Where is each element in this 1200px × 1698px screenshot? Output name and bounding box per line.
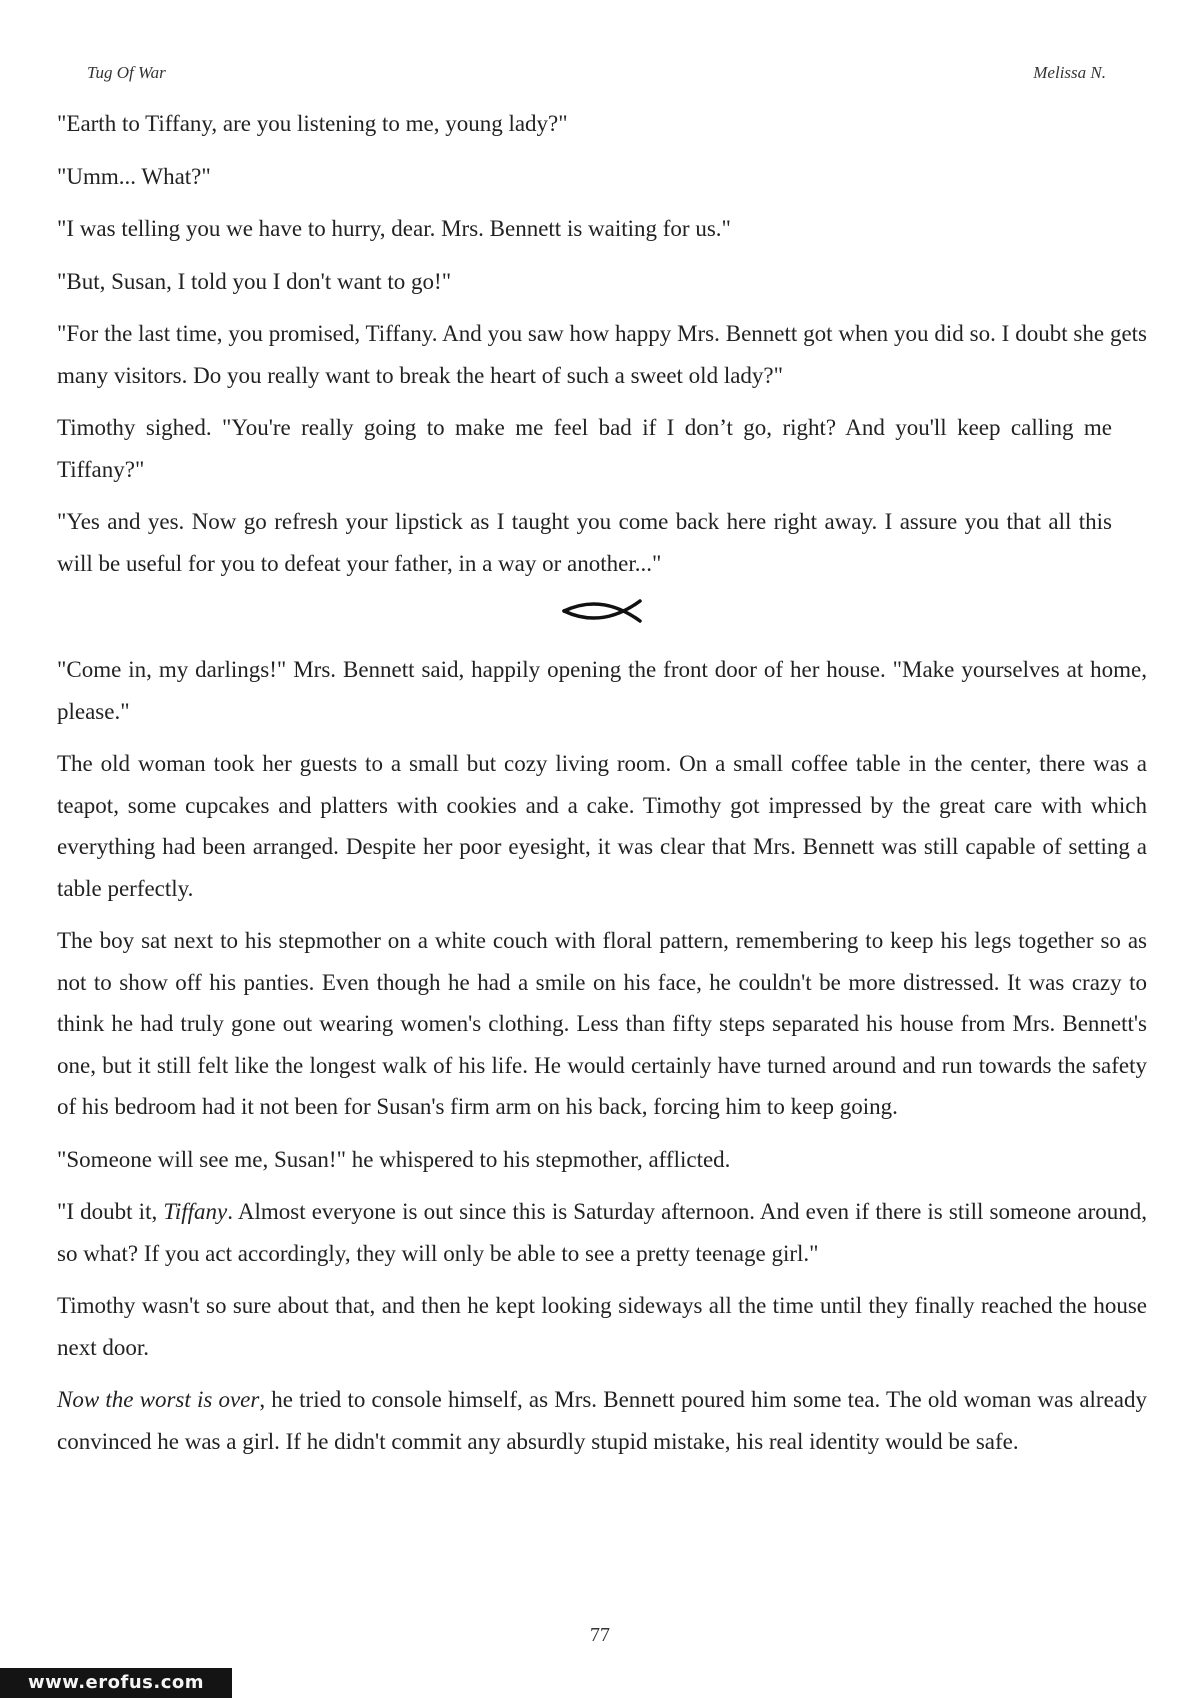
paragraph — [57, 1379, 1147, 1462]
paragraph: "Umm... What?" — [57, 163, 211, 189]
header-book-title: Tug Of War — [87, 63, 166, 82]
paragraph: "I was telling you we have to hurry, dear. Mrs. Bennett is waiting for us." — [57, 216, 731, 241]
text-run: "I doubt it, — [57, 1199, 164, 1224]
italic-text: Tiffany — [163, 1199, 228, 1224]
text-run: , he tried to console himself, as Mrs. Bennett poured him some tea. The old woman was already convinced he was a girl. If he didn't commit any absurdly stupid mistake, his real identity would be safe. — [57, 1387, 1148, 1454]
body-text — [57, 103, 1147, 1473]
paragraph: Timothy wasn't so sure about that, and then he kept looking sideways all the time until they finally reached the house next door. — [57, 1293, 1147, 1360]
paragraph: The boy sat next to his stepmother on a white couch with floral pattern, remembering to keep his legs together so as not to show off his panties. Even though he had a smile on his face, he couldn't be more distressed. It was crazy to think he had truly gone out wearing women's clothing. Less than fifty steps separated his house from Mrs. Bennett's one, but it still felt like the longest walk of his life. He would certainly have turned around and run towards the safety of his bedroom had it not been for Susan's firm arm on his back, forcing him to keep going. — [57, 928, 1147, 1119]
paragraph: "But, Susan, I told you I don't want to go!" — [57, 268, 452, 294]
paragraph: The old woman took her guests to a small but cozy living room. On a small coffee table in the center, there was a teapot, some cupcakes and platters with cookies and a cake. Timothy got impressed by the great care with which everything had been arranged. Despite her poor eyesight, it was clear that Mrs. Bennett was still capable of setting a table perfectly. — [57, 751, 1147, 901]
paragraph: "Earth to Tiffany, are you listening to me, young lady?" — [57, 111, 568, 136]
header-author: Melissa N. — [1033, 63, 1106, 82]
watermark: www.erofus.com — [0, 1668, 232, 1698]
paragraph: "Someone will see me, Susan!" he whispered to his stepmother, afflicted. — [57, 1146, 731, 1172]
paragraph: Timothy sighed. "You're really going to make me feel bad if I don’t go, right? And you'll keep calling me Tiffany?" — [57, 415, 1112, 482]
paragraph: "For the last time, you promised, Tiffany. And you saw how happy Mrs. Bennett got when you did so. I doubt she gets many visitors. Do you really want to break the heart of such a sweet old lady?" — [57, 321, 1147, 388]
paragraph: "Yes and yes. Now go refresh your lipstick as I taught you come back here right away. I assure you that all this will be useful for you to defeat your father, in a way or another..." — [57, 509, 1112, 576]
text-run: . Almost everyone is out since this is Saturday afternoon. And even if there is still someone around, so what? If you act accordingly, they will only be able to see a pretty teenage girl." — [57, 1199, 1147, 1266]
paragraph — [57, 1191, 1147, 1274]
crossed-lines-ornament-icon — [562, 595, 642, 625]
paragraph: "Come in, my darlings!" Mrs. Bennett said, happily opening the front door of her house. "Make yourselves at home, please." — [57, 657, 1147, 724]
page-number: 77 — [590, 1624, 610, 1646]
italic-text: Now the worst is over — [57, 1387, 260, 1412]
section-separator-ornament — [57, 595, 1147, 631]
